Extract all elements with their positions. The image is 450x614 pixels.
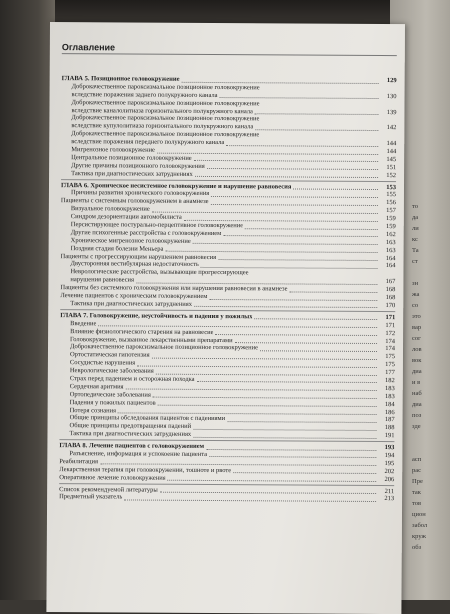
toc-entry-title: Сердечная аритмия <box>69 382 124 391</box>
toc-leader-dots <box>184 214 378 222</box>
toc-page-number: 144 <box>386 140 397 148</box>
toc-page-number: 193 <box>384 444 395 452</box>
toc-page-number: 162 <box>385 230 396 239</box>
toc-entry-title: Пациенты с системным головокружением в анамнезе <box>60 197 209 206</box>
toc-leader-dots <box>165 245 377 253</box>
book-page <box>46 22 405 614</box>
toc-entry-title: Потеря сознания <box>69 406 117 414</box>
toc-entry-title: Доброкачественное пароксизмальное позиционное головокружение <box>71 114 260 123</box>
toc-entry-title: нарушения равновесия <box>70 276 135 284</box>
toc-leader-dots <box>245 222 378 229</box>
toc-page-number: 170 <box>385 301 396 310</box>
toc-page-number: 187 <box>384 416 395 424</box>
toc-leader-dots <box>289 286 377 293</box>
toc-page-number: 174 <box>385 337 396 345</box>
toc-entry-title: Центральное позиционное головокружение <box>71 154 192 162</box>
toc-entry-title: Сосудистые нарушения <box>69 359 136 367</box>
page-header: Оглавление <box>61 42 116 53</box>
toc-page-number: 152 <box>386 171 397 179</box>
toc-leader-dots <box>220 92 379 99</box>
toc-leader-dots <box>195 171 378 179</box>
adjacent-page-fragment: зн <box>412 280 419 287</box>
toc-leader-dots <box>194 301 377 309</box>
header-rule <box>62 53 397 56</box>
adjacent-page-fragment: ли <box>412 225 419 232</box>
adjacent-page-fragment: да <box>412 214 419 221</box>
toc-page-number: 156 <box>386 199 396 207</box>
toc-entry-title: Падения у пожилых пациентов <box>69 398 156 407</box>
toc-page-number: 168 <box>385 294 396 302</box>
toc-entry-title: Доброкачественное пароксизмальное позиционное головокружение <box>71 98 260 107</box>
adjacent-page-fragment: Пре <box>412 478 423 485</box>
toc-page-number: 163 <box>385 238 396 246</box>
adjacent-page-fragment: лов <box>412 346 422 353</box>
toc-leader-dots <box>215 329 377 336</box>
table-of-contents <box>59 75 397 503</box>
adjacent-page-fragment: со <box>412 302 419 309</box>
toc-leader-dots <box>156 368 377 376</box>
toc-entry-title: Предметный указатель <box>59 493 123 501</box>
toc-leader-dots <box>209 293 377 301</box>
toc-entry-title: Лечение пациентов с хроническим головокружением <box>60 292 208 301</box>
toc-leader-dots <box>223 230 377 237</box>
toc-entry-title: Персистирующее постурально-перцептивное головокружение <box>70 221 244 230</box>
toc-page-number: 164 <box>385 262 396 270</box>
toc-leader-dots <box>153 391 377 399</box>
toc-entry-title: Тактика при диагностических затруднениях <box>71 169 193 178</box>
toc-leader-dots <box>136 277 377 285</box>
adjacent-page-fragment: сог <box>412 335 421 342</box>
toc-page-number: 142 <box>386 124 397 132</box>
toc-leader-dots <box>201 261 378 269</box>
toc-entry-title: Лекарственная терапия при головокружении, тошноте и рвоте <box>59 465 232 474</box>
toc-leader-dots <box>255 124 378 131</box>
toc-leader-dots <box>193 423 376 431</box>
toc-entry-title: Головокружение, вызванное лекарственными препаратами <box>70 335 233 344</box>
toc-page-number: 144 <box>386 148 397 156</box>
toc-leader-dots <box>168 474 377 482</box>
adjacent-page-fragment: забол <box>412 522 428 529</box>
toc-page-number: 183 <box>384 392 395 400</box>
toc-entry-title: ГЛАВА 8. Лечение пациентов с головокружением <box>59 442 205 451</box>
toc-leader-dots <box>197 376 377 384</box>
adjacent-page-fragment: асп <box>412 456 422 463</box>
adjacent-page-fragment: то <box>412 203 419 210</box>
adjacent-page-fragment: это <box>412 313 421 320</box>
toc-entry-title: Визуальное головокружение <box>70 205 150 213</box>
toc-entry-title: ГЛАВА 5. Позиционное головокружение <box>61 75 180 83</box>
toc-entry-title: Влияние физиологического старения на равновесие <box>70 327 214 336</box>
toc-entry-title: Неврологические расстройства, вызывающие прогрессирующее <box>70 268 249 277</box>
toc-entry-title: Пациенты без системного головокружения или нарушения равновесия в анамнезе <box>60 284 288 293</box>
toc-leader-dots <box>233 467 376 474</box>
toc-page-number: 153 <box>386 183 397 191</box>
adjacent-page-fragment: диа <box>412 368 422 375</box>
toc-leader-dots <box>152 352 377 360</box>
toc-entry-title: ГЛАВА 7. Головокружение, неустойчивость и падения у пожилых <box>60 311 253 321</box>
adjacent-page-fragment: кс <box>412 236 418 243</box>
toc-entry-title: Мигренозное головокружение <box>71 146 155 154</box>
toc-page-number: 184 <box>384 400 395 408</box>
toc-leader-dots <box>98 320 377 328</box>
toc-page-number: 145 <box>386 155 397 164</box>
adjacent-page-fragment: вар <box>412 324 422 331</box>
toc-entry-title: Пациенты с прогрессирующим нарушением равновесия <box>60 252 217 261</box>
toc-leader-dots <box>193 238 378 246</box>
toc-page-number: 130 <box>386 92 397 100</box>
toc-entry-title: Поздняя стадия болезни Меньера <box>70 244 164 253</box>
toc-entry-title: Реабилитация <box>59 457 98 466</box>
toc-leader-dots <box>126 383 377 391</box>
toc-leader-dots <box>152 206 378 214</box>
toc-entry <box>59 493 394 503</box>
toc-leader-dots <box>211 190 378 198</box>
toc-leader-dots <box>158 399 377 407</box>
toc-page-number: 155 <box>386 191 396 199</box>
toc-leader-dots <box>262 84 379 90</box>
toc-leader-dots <box>261 132 378 138</box>
toc-leader-dots <box>100 458 376 466</box>
toc-page-number: 168 <box>385 286 396 294</box>
toc-entry-title: вследствие поражения переднего полукружного канала <box>71 138 225 147</box>
toc-page-number: 206 <box>384 475 395 483</box>
toc-page-number: 129 <box>386 77 397 85</box>
toc-page-number: 157 <box>386 207 396 215</box>
toc-entry-title: Тактика при диагностических затруднениях <box>70 300 193 308</box>
toc-leader-dots <box>207 163 378 171</box>
toc-entry-title: Ортопедические заболевания <box>69 390 151 399</box>
toc-entry-title: Двусторонняя вестибулярная недостаточность <box>70 260 200 269</box>
toc-leader-dots <box>124 494 376 502</box>
adjacent-page-fragment: ст <box>412 258 418 265</box>
adjacent-page-fragment: рас <box>412 467 422 474</box>
adjacent-page <box>412 200 450 600</box>
toc-page-number: 167 <box>385 278 396 286</box>
toc-page-number: 202 <box>384 467 395 475</box>
toc-leader-dots <box>209 451 376 459</box>
toc-entry-title: Доброкачественное пароксизмальное позиционное головокружение <box>71 83 260 92</box>
toc-page-number: 211 <box>384 487 395 495</box>
toc-leader-dots <box>235 337 378 344</box>
toc-page-number: 171 <box>385 321 396 329</box>
adjacent-page-fragment: тов <box>412 500 422 507</box>
toc-leader-dots <box>227 415 376 422</box>
adjacent-page-fragment: жа <box>412 291 420 298</box>
toc-entry-title: ГЛАВА 6. Хроническое несистемное головокружение и нарушение равновесия <box>60 181 292 191</box>
toc-leader-dots <box>157 147 378 155</box>
toc-entry-title: Страх перед падением и осторожная походка <box>69 375 195 383</box>
toc-entry-title: Тактика при диагностических затруднениях <box>69 430 192 439</box>
toc-leader-dots <box>293 183 378 190</box>
toc-entry-title: Синдром дезориентации автомобилиста <box>70 213 182 221</box>
toc-leader-dots <box>250 270 377 276</box>
toc-page-number: 175 <box>385 361 395 369</box>
toc-leader-dots <box>206 443 376 451</box>
toc-leader-dots <box>255 108 379 115</box>
toc-leader-dots <box>254 313 377 320</box>
toc-page-number: 188 <box>384 424 395 432</box>
toc-page-number: 171 <box>385 313 396 321</box>
toc-leader-dots <box>261 116 378 122</box>
adjacent-page-fragment: и в <box>412 379 421 386</box>
toc-page-number: 182 <box>385 377 395 385</box>
adjacent-page-fragment: наб <box>412 390 422 397</box>
toc-leader-dots <box>193 431 376 439</box>
toc-entry-title: Хроническое мигренозное головокружение <box>70 236 191 245</box>
toc-entry-title: Другие психогенные расстройства с головокружением <box>70 229 222 237</box>
toc-page-number: 175 <box>385 353 395 361</box>
toc-page-number: 194 <box>384 452 395 460</box>
toc-entry-title: Причины развития хронического головокружения <box>70 189 210 198</box>
adjacent-page-fragment: диа <box>412 401 422 408</box>
adjacent-page-fragment: цион <box>412 511 426 518</box>
toc-leader-dots <box>261 100 378 106</box>
toc-page-number: 159 <box>386 215 396 223</box>
adjacent-page-fragment <box>412 266 450 277</box>
toc-leader-dots <box>211 198 378 206</box>
toc-entry-title: Общие принципы обследования пациентов с падениями <box>69 414 226 423</box>
adjacent-page-fragment: Та <box>412 247 419 254</box>
adjacent-page-fragment: вок <box>412 357 422 364</box>
toc-leader-dots <box>194 155 379 163</box>
toc-page-number: 172 <box>385 329 396 337</box>
toc-leader-dots <box>118 407 377 415</box>
toc-page-number: 159 <box>385 223 396 231</box>
toc-entry-title: вследствие купулолитиаза горизонтального полукружного канала <box>71 122 254 131</box>
toc-entry-title: Оперативное лечение головокружения <box>59 473 166 482</box>
toc-entry-title: Доброкачественное пароксизмальное позиционное головокружение <box>71 130 260 139</box>
toc-leader-dots <box>181 76 378 84</box>
toc-page-number: 191 <box>384 432 395 440</box>
toc-page-number: 174 <box>385 345 396 353</box>
toc-entry-title: Разъяснение, информация и успокоение пациента <box>69 450 208 458</box>
toc-page-number: 164 <box>385 254 396 262</box>
toc-entry-title: вследствие каналолитиаза горизонтального полукружного канала <box>71 106 253 115</box>
toc-leader-dots <box>160 486 376 494</box>
adjacent-page-fragment: обз <box>412 544 422 551</box>
toc-entry-title: вследствие поражения заднего полукружного канала <box>71 90 218 99</box>
adjacent-page-fragment: так <box>412 489 421 496</box>
toc-page-number: 151 <box>386 163 397 171</box>
toc-page-number: 186 <box>384 408 395 416</box>
adjacent-page-fragment <box>412 431 450 442</box>
adjacent-page-fragment: поз <box>412 412 422 419</box>
toc-leader-dots <box>137 360 377 368</box>
toc-leader-dots <box>218 254 377 261</box>
toc-page-number: 195 <box>384 459 395 467</box>
toc-entry-title: Список рекомендуемой литературы <box>59 485 158 494</box>
toc-leader-dots <box>260 345 377 352</box>
toc-entry-title: Общие принципы предотвращения падений <box>69 422 192 431</box>
toc-entry-title: Доброкачественное пароксизмальное позиционное головокружение <box>69 343 259 352</box>
toc-page-number: 213 <box>384 495 395 503</box>
adjacent-page-fragment: зде <box>412 423 421 430</box>
toc-page-number: 177 <box>385 369 395 377</box>
toc-entry-title: Другие причины позиционного головокружения <box>71 161 205 170</box>
toc-entry-title: Ортостатическая гипотензия <box>69 351 150 359</box>
toc-entry-title: Неврологические заболевания <box>69 367 154 375</box>
toc-page-number: 139 <box>386 108 397 116</box>
adjacent-page-fragment <box>412 442 450 453</box>
toc-entry-title: Введение <box>70 319 97 328</box>
toc-page-number: 163 <box>385 246 396 254</box>
toc-leader-dots <box>226 139 378 146</box>
toc-page-number: 183 <box>384 384 395 392</box>
adjacent-page-fragment: круж <box>412 533 426 540</box>
